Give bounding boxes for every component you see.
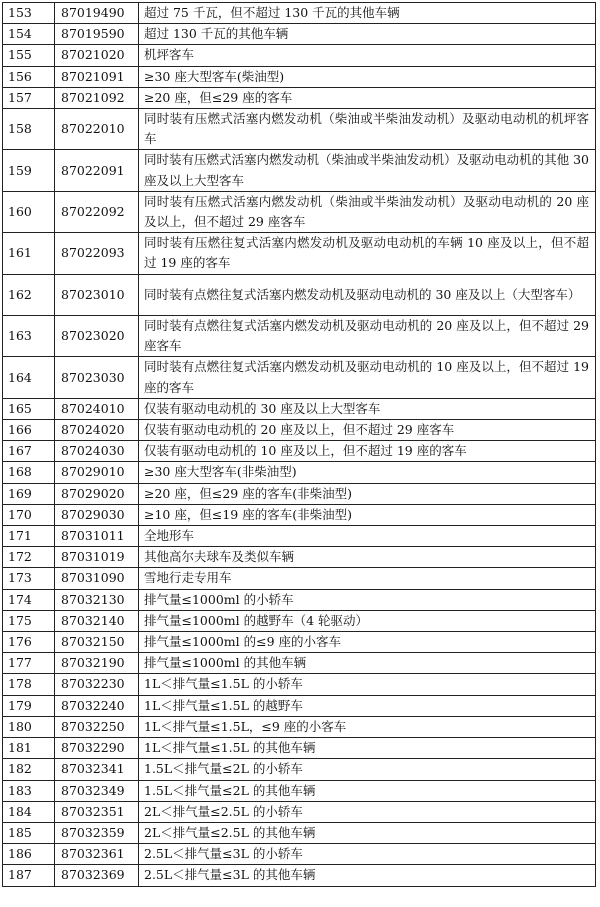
table-row <box>3 801 596 822</box>
tariff-code-cell: 87024030 <box>55 441 139 462</box>
tariff-code-cell: 87023010 <box>55 274 139 315</box>
tariff-code-cell: 87031011 <box>55 526 139 547</box>
table-row <box>3 547 596 568</box>
tariff-code-cell: 87029010 <box>55 462 139 483</box>
row-number-cell: 171 <box>3 526 55 547</box>
tariff-code-cell: 87032230 <box>55 674 139 695</box>
table-row <box>3 483 596 504</box>
description-cell: 雪地行走专用车 <box>139 568 596 589</box>
table-row <box>3 45 596 66</box>
description-cell: 1L＜排气量≤1.5L，≤9 座的小客车 <box>139 716 596 737</box>
table-row <box>3 716 596 737</box>
tariff-code-cell: 87029030 <box>55 504 139 525</box>
description-cell: 2L＜排气量≤2.5L 的其他车辆 <box>139 822 596 843</box>
row-number-cell: 159 <box>3 150 55 191</box>
table-row <box>3 357 596 398</box>
table-row <box>3 610 596 631</box>
tariff-code-cell: 87022092 <box>55 191 139 232</box>
tariff-table <box>2 2 596 887</box>
row-number-cell: 153 <box>3 3 55 24</box>
table-row <box>3 3 596 24</box>
tariff-code-cell: 87022091 <box>55 150 139 191</box>
row-number-cell: 165 <box>3 398 55 419</box>
tariff-code-cell: 87031019 <box>55 547 139 568</box>
table-row <box>3 759 596 780</box>
tariff-code-cell: 87032349 <box>55 780 139 801</box>
description-cell: ≥10 座，但≤19 座的客车(非柴油型) <box>139 504 596 525</box>
tariff-code-cell: 87032240 <box>55 695 139 716</box>
tariff-code-cell: 87032341 <box>55 759 139 780</box>
description-cell: 同时装有压燃往复式活塞内燃发动机及驱动电动机的车辆 10 座及以上，但不超过 19 座的客车 <box>139 233 596 274</box>
description-cell: 1L＜排气量≤1.5L 的其他车辆 <box>139 738 596 759</box>
tariff-code-cell: 87021091 <box>55 66 139 87</box>
row-number-cell: 179 <box>3 695 55 716</box>
row-number-cell: 164 <box>3 357 55 398</box>
table-row <box>3 822 596 843</box>
description-cell: 机坪客车 <box>139 45 596 66</box>
table-row <box>3 233 596 274</box>
row-number-cell: 176 <box>3 632 55 653</box>
row-number-cell: 156 <box>3 66 55 87</box>
row-number-cell: 175 <box>3 610 55 631</box>
table-row <box>3 398 596 419</box>
description-cell: 排气量≤1000ml 的≤9 座的小客车 <box>139 632 596 653</box>
row-number-cell: 170 <box>3 504 55 525</box>
tariff-code-cell: 87023030 <box>55 357 139 398</box>
table-row <box>3 316 596 357</box>
tariff-code-cell: 87032140 <box>55 610 139 631</box>
description-cell: ≥30 座大型客车(非柴油型) <box>139 462 596 483</box>
table-row <box>3 589 596 610</box>
table-row <box>3 632 596 653</box>
tariff-code-cell: 87019490 <box>55 3 139 24</box>
description-cell: 1.5L＜排气量≤2L 的小轿车 <box>139 759 596 780</box>
description-cell: 同时装有点燃往复式活塞内燃发动机及驱动电动机的 20 座及以上，但不超过 29 座客车 <box>139 316 596 357</box>
tariff-code-cell: 87024020 <box>55 420 139 441</box>
description-cell: 排气量≤1000ml 的越野车（4 轮驱动） <box>139 610 596 631</box>
tariff-code-cell: 87021020 <box>55 45 139 66</box>
tariff-code-cell: 87032250 <box>55 716 139 737</box>
row-number-cell: 157 <box>3 87 55 108</box>
row-number-cell: 186 <box>3 844 55 865</box>
row-number-cell: 166 <box>3 420 55 441</box>
tariff-table-body <box>3 3 596 887</box>
description-cell: 超过 130 千瓦的其他车辆 <box>139 24 596 45</box>
row-number-cell: 187 <box>3 865 55 886</box>
tariff-code-cell: 87022093 <box>55 233 139 274</box>
description-cell: 同时装有点燃往复式活塞内燃发动机及驱动电动机的 30 座及以上（大型客车） <box>139 274 596 315</box>
table-row <box>3 568 596 589</box>
description-cell: 仅装有驱动电动机的 30 座及以上大型客车 <box>139 398 596 419</box>
tariff-code-cell: 87032190 <box>55 653 139 674</box>
row-number-cell: 160 <box>3 191 55 232</box>
row-number-cell: 177 <box>3 653 55 674</box>
table-row <box>3 441 596 462</box>
tariff-code-cell: 87024010 <box>55 398 139 419</box>
row-number-cell: 167 <box>3 441 55 462</box>
table-row <box>3 24 596 45</box>
row-number-cell: 162 <box>3 274 55 315</box>
row-number-cell: 168 <box>3 462 55 483</box>
description-cell: 同时装有点燃往复式活塞内燃发动机及驱动电动机的 10 座及以上，但不超过 19 座的客车 <box>139 357 596 398</box>
row-number-cell: 154 <box>3 24 55 45</box>
description-cell: 超过 75 千瓦，但不超过 130 千瓦的其他车辆 <box>139 3 596 24</box>
row-number-cell: 181 <box>3 738 55 759</box>
table-row <box>3 274 596 315</box>
description-cell: 1L＜排气量≤1.5L 的越野车 <box>139 695 596 716</box>
tariff-code-cell: 87032290 <box>55 738 139 759</box>
table-row <box>3 462 596 483</box>
tariff-code-cell: 87029020 <box>55 483 139 504</box>
tariff-code-cell: 87032359 <box>55 822 139 843</box>
description-cell: 同时装有压燃式活塞内燃发动机（柴油或半柴油发动机）及驱动电动机的 20 座及以上，但不超过 29 座客车 <box>139 191 596 232</box>
tariff-table-container <box>2 2 596 887</box>
tariff-code-cell: 87022010 <box>55 109 139 150</box>
description-cell: 1.5L＜排气量≤2L 的其他车辆 <box>139 780 596 801</box>
description-cell: ≥30 座大型客车(柴油型) <box>139 66 596 87</box>
description-cell: 1L＜排气量≤1.5L 的小轿车 <box>139 674 596 695</box>
description-cell: 2L＜排气量≤2.5L 的小轿车 <box>139 801 596 822</box>
table-row <box>3 844 596 865</box>
tariff-code-cell: 87031090 <box>55 568 139 589</box>
tariff-code-cell: 87032361 <box>55 844 139 865</box>
description-cell: 2.5L＜排气量≤3L 的其他车辆 <box>139 865 596 886</box>
row-number-cell: 172 <box>3 547 55 568</box>
table-row <box>3 109 596 150</box>
table-row <box>3 191 596 232</box>
description-cell: 其他高尔夫球车及类似车辆 <box>139 547 596 568</box>
table-row <box>3 780 596 801</box>
table-row <box>3 526 596 547</box>
description-cell: 仅装有驱动电动机的 10 座及以上，但不超过 19 座的客车 <box>139 441 596 462</box>
row-number-cell: 173 <box>3 568 55 589</box>
table-row <box>3 87 596 108</box>
row-number-cell: 184 <box>3 801 55 822</box>
row-number-cell: 169 <box>3 483 55 504</box>
description-cell: 同时装有压燃式活塞内燃发动机（柴油或半柴油发动机）及驱动电动机的其他 30 座及以上大型客车 <box>139 150 596 191</box>
row-number-cell: 180 <box>3 716 55 737</box>
description-cell: ≥20 座，但≤29 座的客车 <box>139 87 596 108</box>
table-row <box>3 738 596 759</box>
table-row <box>3 504 596 525</box>
table-row <box>3 653 596 674</box>
row-number-cell: 174 <box>3 589 55 610</box>
table-row <box>3 420 596 441</box>
row-number-cell: 183 <box>3 780 55 801</box>
row-number-cell: 178 <box>3 674 55 695</box>
table-row <box>3 674 596 695</box>
row-number-cell: 185 <box>3 822 55 843</box>
description-cell: 仅装有驱动电动机的 20 座及以上，但不超过 29 座客车 <box>139 420 596 441</box>
description-cell: 排气量≤1000ml 的其他车辆 <box>139 653 596 674</box>
table-row <box>3 150 596 191</box>
description-cell: 全地形车 <box>139 526 596 547</box>
row-number-cell: 163 <box>3 316 55 357</box>
row-number-cell: 161 <box>3 233 55 274</box>
description-cell: 同时装有压燃式活塞内燃发动机（柴油或半柴油发动机）及驱动电动机的机坪客车 <box>139 109 596 150</box>
description-cell: 排气量≤1000ml 的小轿车 <box>139 589 596 610</box>
description-cell: 2.5L＜排气量≤3L 的小轿车 <box>139 844 596 865</box>
description-cell: ≥20 座，但≤29 座的客车(非柴油型) <box>139 483 596 504</box>
table-row <box>3 66 596 87</box>
tariff-code-cell: 87021092 <box>55 87 139 108</box>
tariff-code-cell: 87032150 <box>55 632 139 653</box>
table-row <box>3 865 596 886</box>
tariff-code-cell: 87023020 <box>55 316 139 357</box>
tariff-code-cell: 87032351 <box>55 801 139 822</box>
table-row <box>3 695 596 716</box>
row-number-cell: 182 <box>3 759 55 780</box>
tariff-code-cell: 87019590 <box>55 24 139 45</box>
tariff-code-cell: 87032130 <box>55 589 139 610</box>
row-number-cell: 155 <box>3 45 55 66</box>
row-number-cell: 158 <box>3 109 55 150</box>
tariff-code-cell: 87032369 <box>55 865 139 886</box>
